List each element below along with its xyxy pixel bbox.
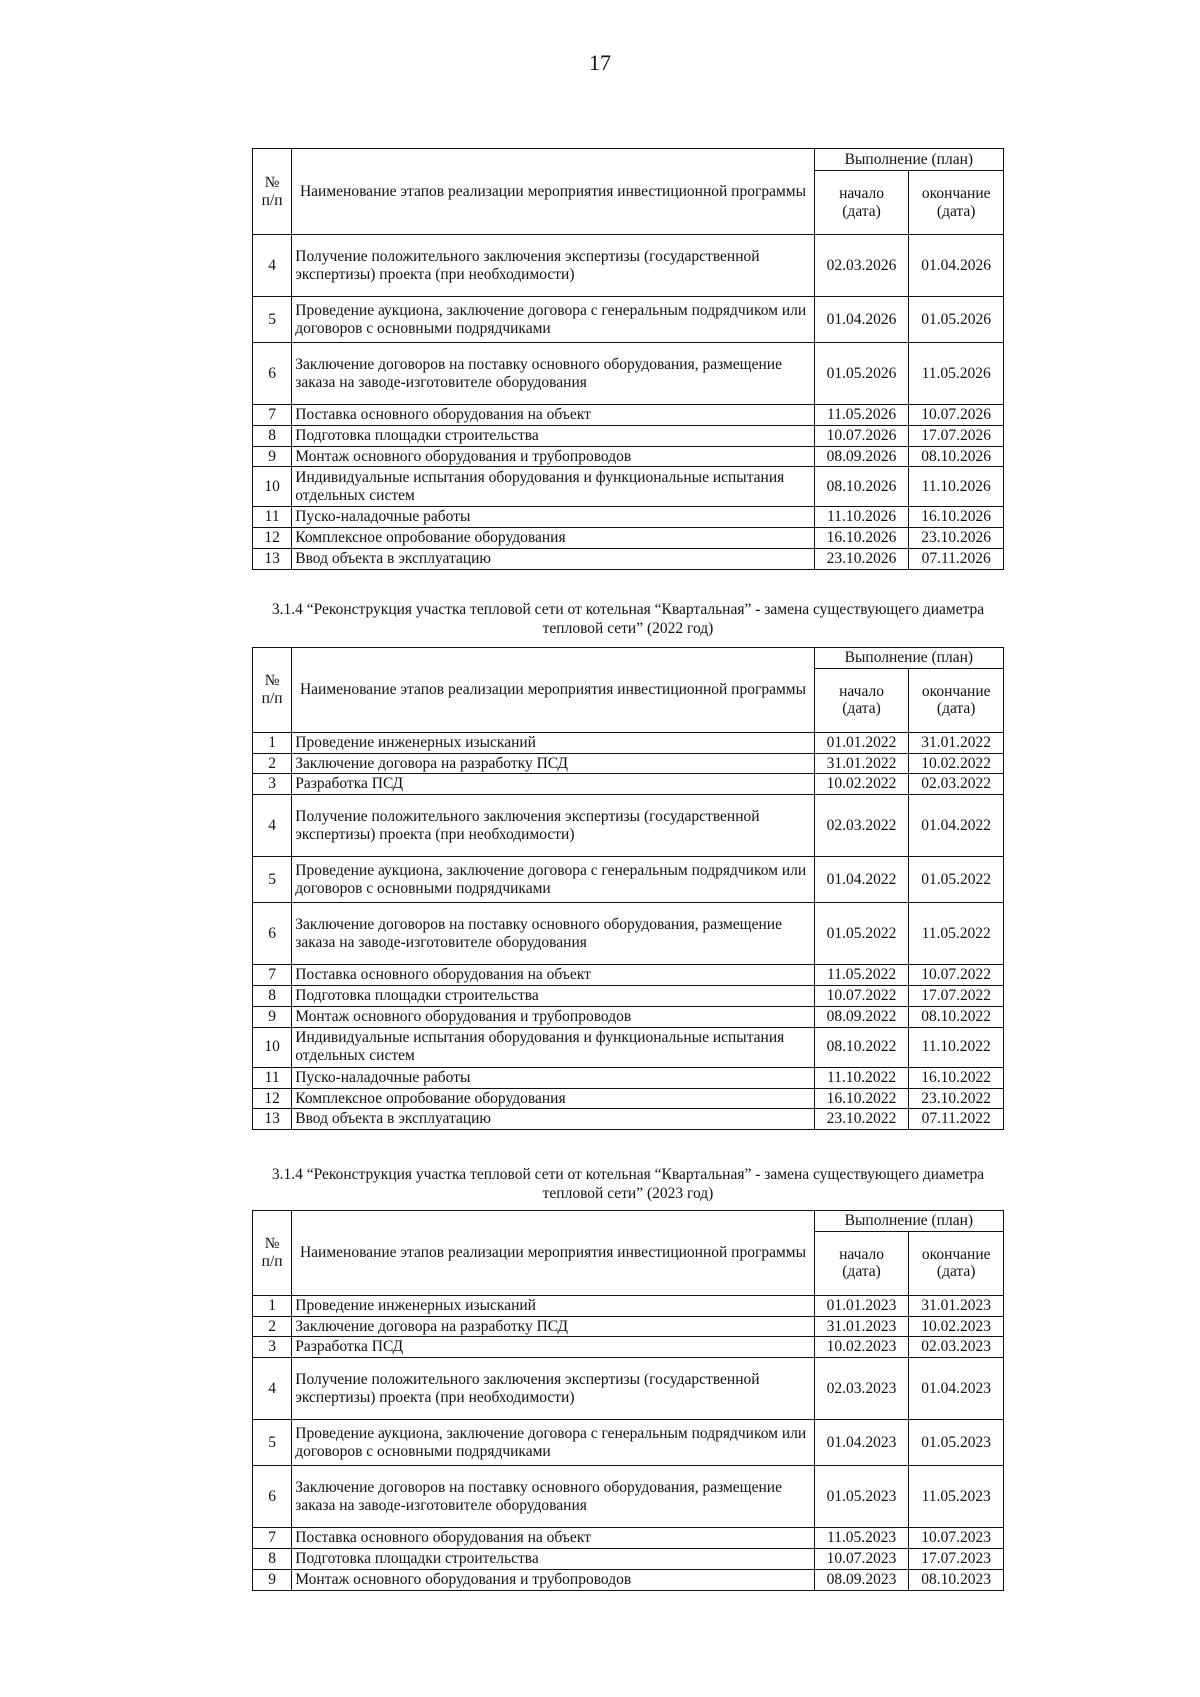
row-end-date: 01.05.2026 xyxy=(909,297,1004,343)
row-stage-name: Пуско-наладочные работы xyxy=(292,1067,814,1088)
row-stage-name: Ввод объекта в эксплуатацию xyxy=(292,1109,814,1130)
row-end-date: 23.10.2026 xyxy=(909,528,1004,549)
row-stage-name: Проведение аукциона, заключение договора с генеральным подрядчиком или договоров с основными подрядчиками xyxy=(292,857,814,903)
table-row xyxy=(253,753,1004,774)
row-end-date: 31.01.2023 xyxy=(909,1295,1004,1316)
row-start-date: 08.09.2022 xyxy=(814,1006,909,1027)
row-number: 7 xyxy=(253,965,292,986)
row-number: 8 xyxy=(253,986,292,1007)
table-row xyxy=(253,1295,1004,1316)
table-body xyxy=(253,235,1004,570)
row-start-date: 10.07.2023 xyxy=(814,1549,909,1570)
table-header xyxy=(253,1211,1004,1296)
row-stage-name: Заключение договора на разработку ПСД xyxy=(292,1316,814,1337)
table-body xyxy=(253,1295,1004,1590)
table-row xyxy=(253,1528,1004,1549)
row-start-date: 11.10.2026 xyxy=(814,507,909,528)
row-end-date: 11.05.2022 xyxy=(909,903,1004,965)
row-end-date: 01.04.2023 xyxy=(909,1358,1004,1420)
table-row xyxy=(253,732,1004,753)
header-number: № п/п xyxy=(253,1211,292,1296)
row-number: 11 xyxy=(253,1067,292,1088)
row-stage-name: Получение положительного заключения экспертизы (государственной экспертизы) проекта (при необходимости) xyxy=(292,1358,814,1420)
row-number: 12 xyxy=(253,528,292,549)
row-end-date: 11.05.2026 xyxy=(909,343,1004,405)
row-start-date: 08.09.2023 xyxy=(814,1569,909,1590)
row-stage-name: Пуско-наладочные работы xyxy=(292,507,814,528)
header-stage-name: Наименование этапов реализации мероприятия инвестиционной программы xyxy=(292,648,814,733)
table-row xyxy=(253,1088,1004,1109)
row-number: 5 xyxy=(253,857,292,903)
row-start-date: 10.07.2022 xyxy=(814,986,909,1007)
table-row xyxy=(253,1006,1004,1027)
row-number: 12 xyxy=(253,1088,292,1109)
header-execution: Выполнение (план) xyxy=(814,648,1003,669)
row-start-date: 16.10.2026 xyxy=(814,528,909,549)
row-number: 6 xyxy=(253,903,292,965)
table-row xyxy=(253,405,1004,426)
row-number: 2 xyxy=(253,753,292,774)
row-stage-name: Индивидуальные испытания оборудования и функциональные испытания отдельных систем xyxy=(292,1027,814,1067)
table-row xyxy=(253,528,1004,549)
schedule-table-2022 xyxy=(252,647,1004,1130)
row-end-date: 08.10.2026 xyxy=(909,446,1004,467)
row-start-date: 01.01.2023 xyxy=(814,1295,909,1316)
row-start-date: 02.03.2026 xyxy=(814,235,909,297)
header-execution: Выполнение (план) xyxy=(814,149,1003,171)
table-row xyxy=(253,549,1004,570)
row-number: 7 xyxy=(253,405,292,426)
row-start-date: 11.10.2022 xyxy=(814,1067,909,1088)
table-row xyxy=(253,774,1004,795)
table-row xyxy=(253,343,1004,405)
table-header xyxy=(253,149,1004,235)
header-start-date: начало (дата) xyxy=(814,171,909,235)
table-row xyxy=(253,1337,1004,1358)
row-start-date: 08.09.2026 xyxy=(814,446,909,467)
row-number: 5 xyxy=(253,1420,292,1466)
row-number: 9 xyxy=(253,1006,292,1027)
row-start-date: 10.02.2022 xyxy=(814,774,909,795)
row-stage-name: Получение положительного заключения экспертизы (государственной экспертизы) проекта (при необходимости) xyxy=(292,235,814,297)
row-end-date: 16.10.2022 xyxy=(909,1067,1004,1088)
header-execution: Выполнение (план) xyxy=(814,1211,1003,1232)
row-stage-name: Подготовка площадки строительства xyxy=(292,1549,814,1570)
row-stage-name: Получение положительного заключения экспертизы (государственной экспертизы) проекта (при необходимости) xyxy=(292,795,814,857)
section-title-2022: 3.1.4 “Реконструкция участка тепловой сети от котельная “Квартальная” - замена существующего диаметра тепловой сети” (2022 год) xyxy=(271,601,985,638)
row-end-date: 11.10.2026 xyxy=(909,467,1004,507)
row-stage-name: Заключение договоров на поставку основного оборудования, размещение заказа на заводе-изготовителе оборудования xyxy=(292,903,814,965)
row-stage-name: Заключение договоров на поставку основного оборудования, размещение заказа на заводе-изготовителе оборудования xyxy=(292,1466,814,1528)
table-row xyxy=(253,235,1004,297)
row-end-date: 08.10.2023 xyxy=(909,1569,1004,1590)
row-end-date: 10.07.2022 xyxy=(909,965,1004,986)
row-number: 9 xyxy=(253,1569,292,1590)
schedule-table-continued xyxy=(252,148,1004,570)
row-number: 13 xyxy=(253,549,292,570)
row-start-date: 23.10.2022 xyxy=(814,1109,909,1130)
row-end-date: 31.01.2022 xyxy=(909,732,1004,753)
row-start-date: 31.01.2022 xyxy=(814,753,909,774)
row-end-date: 23.10.2022 xyxy=(909,1088,1004,1109)
row-start-date: 23.10.2026 xyxy=(814,549,909,570)
row-start-date: 08.10.2022 xyxy=(814,1027,909,1067)
row-end-date: 17.07.2022 xyxy=(909,986,1004,1007)
row-start-date: 10.07.2026 xyxy=(814,425,909,446)
header-number: № п/п xyxy=(253,149,292,235)
table-row xyxy=(253,857,1004,903)
header-start-date: начало (дата) xyxy=(814,1231,909,1295)
row-stage-name: Комплексное опробование оборудования xyxy=(292,528,814,549)
row-stage-name: Проведение аукциона, заключение договора с генеральным подрядчиком или договоров с основными подрядчиками xyxy=(292,1420,814,1466)
row-end-date: 10.07.2026 xyxy=(909,405,1004,426)
row-number: 10 xyxy=(253,467,292,507)
table-row xyxy=(253,1067,1004,1088)
table-row xyxy=(253,965,1004,986)
row-number: 8 xyxy=(253,1549,292,1570)
row-number: 4 xyxy=(253,795,292,857)
row-end-date: 11.10.2022 xyxy=(909,1027,1004,1067)
row-end-date: 02.03.2022 xyxy=(909,774,1004,795)
row-end-date: 08.10.2022 xyxy=(909,1006,1004,1027)
header-number: № п/п xyxy=(253,648,292,733)
table-row xyxy=(253,986,1004,1007)
row-start-date: 01.05.2023 xyxy=(814,1466,909,1528)
row-end-date: 01.04.2026 xyxy=(909,235,1004,297)
row-stage-name: Монтаж основного оборудования и трубопроводов xyxy=(292,1006,814,1027)
table-row xyxy=(253,1549,1004,1570)
table-row xyxy=(253,425,1004,446)
row-stage-name: Заключение договора на разработку ПСД xyxy=(292,753,814,774)
row-number: 4 xyxy=(253,235,292,297)
table-row xyxy=(253,446,1004,467)
row-stage-name: Проведение аукциона, заключение договора с генеральным подрядчиком или договоров с основными подрядчиками xyxy=(292,297,814,343)
row-start-date: 08.10.2026 xyxy=(814,467,909,507)
schedule-table-2023 xyxy=(252,1210,1004,1591)
row-start-date: 16.10.2022 xyxy=(814,1088,909,1109)
row-stage-name: Комплексное опробование оборудования xyxy=(292,1088,814,1109)
row-stage-name: Проведение инженерных изысканий xyxy=(292,732,814,753)
row-stage-name: Монтаж основного оборудования и трубопроводов xyxy=(292,446,814,467)
row-number: 10 xyxy=(253,1027,292,1067)
row-start-date: 10.02.2023 xyxy=(814,1337,909,1358)
row-stage-name: Проведение инженерных изысканий xyxy=(292,1295,814,1316)
table-body xyxy=(253,732,1004,1129)
row-end-date: 02.03.2023 xyxy=(909,1337,1004,1358)
row-start-date: 01.05.2026 xyxy=(814,343,909,405)
row-number: 7 xyxy=(253,1528,292,1549)
row-end-date: 10.02.2022 xyxy=(909,753,1004,774)
row-start-date: 01.04.2022 xyxy=(814,857,909,903)
row-stage-name: Индивидуальные испытания оборудования и функциональные испытания отдельных систем xyxy=(292,467,814,507)
row-number: 2 xyxy=(253,1316,292,1337)
row-end-date: 10.02.2023 xyxy=(909,1316,1004,1337)
row-stage-name: Поставка основного оборудования на объект xyxy=(292,965,814,986)
row-stage-name: Ввод объекта в эксплуатацию xyxy=(292,549,814,570)
table-row xyxy=(253,1358,1004,1420)
header-end-date: окончание (дата) xyxy=(909,1231,1004,1295)
row-number: 1 xyxy=(253,1295,292,1316)
table-row xyxy=(253,1109,1004,1130)
row-number: 5 xyxy=(253,297,292,343)
row-number: 6 xyxy=(253,1466,292,1528)
table-row xyxy=(253,297,1004,343)
row-end-date: 17.07.2026 xyxy=(909,425,1004,446)
row-end-date: 01.04.2022 xyxy=(909,795,1004,857)
row-end-date: 17.07.2023 xyxy=(909,1549,1004,1570)
row-number: 4 xyxy=(253,1358,292,1420)
table-row xyxy=(253,1420,1004,1466)
row-start-date: 01.05.2022 xyxy=(814,903,909,965)
row-end-date: 07.11.2026 xyxy=(909,549,1004,570)
row-end-date: 01.05.2023 xyxy=(909,1420,1004,1466)
row-stage-name: Разработка ПСД xyxy=(292,1337,814,1358)
header-end-date: окончание (дата) xyxy=(909,668,1004,732)
header-end-date: окончание (дата) xyxy=(909,171,1004,235)
row-start-date: 11.05.2022 xyxy=(814,965,909,986)
row-end-date: 16.10.2026 xyxy=(909,507,1004,528)
row-number: 6 xyxy=(253,343,292,405)
row-number: 3 xyxy=(253,774,292,795)
table-row xyxy=(253,507,1004,528)
row-number: 11 xyxy=(253,507,292,528)
row-stage-name: Заключение договоров на поставку основного оборудования, размещение заказа на заводе-изготовителе оборудования xyxy=(292,343,814,405)
table-row xyxy=(253,1027,1004,1067)
row-end-date: 07.11.2022 xyxy=(909,1109,1004,1130)
row-end-date: 10.07.2023 xyxy=(909,1528,1004,1549)
row-end-date: 01.05.2022 xyxy=(909,857,1004,903)
row-number: 9 xyxy=(253,446,292,467)
page-number: 17 xyxy=(589,50,611,75)
row-stage-name: Подготовка площадки строительства xyxy=(292,425,814,446)
header-stage-name: Наименование этапов реализации мероприятия инвестиционной программы xyxy=(292,149,814,235)
row-start-date: 11.05.2023 xyxy=(814,1528,909,1549)
table-row xyxy=(253,1466,1004,1528)
row-start-date: 01.04.2026 xyxy=(814,297,909,343)
row-stage-name: Поставка основного оборудования на объект xyxy=(292,1528,814,1549)
row-number: 3 xyxy=(253,1337,292,1358)
table-header xyxy=(253,648,1004,733)
row-number: 8 xyxy=(253,425,292,446)
table-row xyxy=(253,1569,1004,1590)
table-row xyxy=(253,467,1004,507)
table-row xyxy=(253,795,1004,857)
row-start-date: 31.01.2023 xyxy=(814,1316,909,1337)
row-start-date: 01.01.2022 xyxy=(814,732,909,753)
row-start-date: 01.04.2023 xyxy=(814,1420,909,1466)
row-stage-name: Подготовка площадки строительства xyxy=(292,986,814,1007)
header-start-date: начало (дата) xyxy=(814,668,909,732)
row-start-date: 11.05.2026 xyxy=(814,405,909,426)
row-start-date: 02.03.2022 xyxy=(814,795,909,857)
row-stage-name: Разработка ПСД xyxy=(292,774,814,795)
table-row xyxy=(253,903,1004,965)
row-number: 1 xyxy=(253,732,292,753)
row-number: 13 xyxy=(253,1109,292,1130)
table-row xyxy=(253,1316,1004,1337)
row-stage-name: Монтаж основного оборудования и трубопроводов xyxy=(292,1569,814,1590)
row-end-date: 11.05.2023 xyxy=(909,1466,1004,1528)
row-stage-name: Поставка основного оборудования на объект xyxy=(292,405,814,426)
section-title-2023: 3.1.4 “Реконструкция участка тепловой сети от котельная “Квартальная” - замена существующего диаметра тепловой сети” (2023 год) xyxy=(271,1166,985,1203)
header-stage-name: Наименование этапов реализации мероприятия инвестиционной программы xyxy=(292,1211,814,1296)
row-start-date: 02.03.2023 xyxy=(814,1358,909,1420)
